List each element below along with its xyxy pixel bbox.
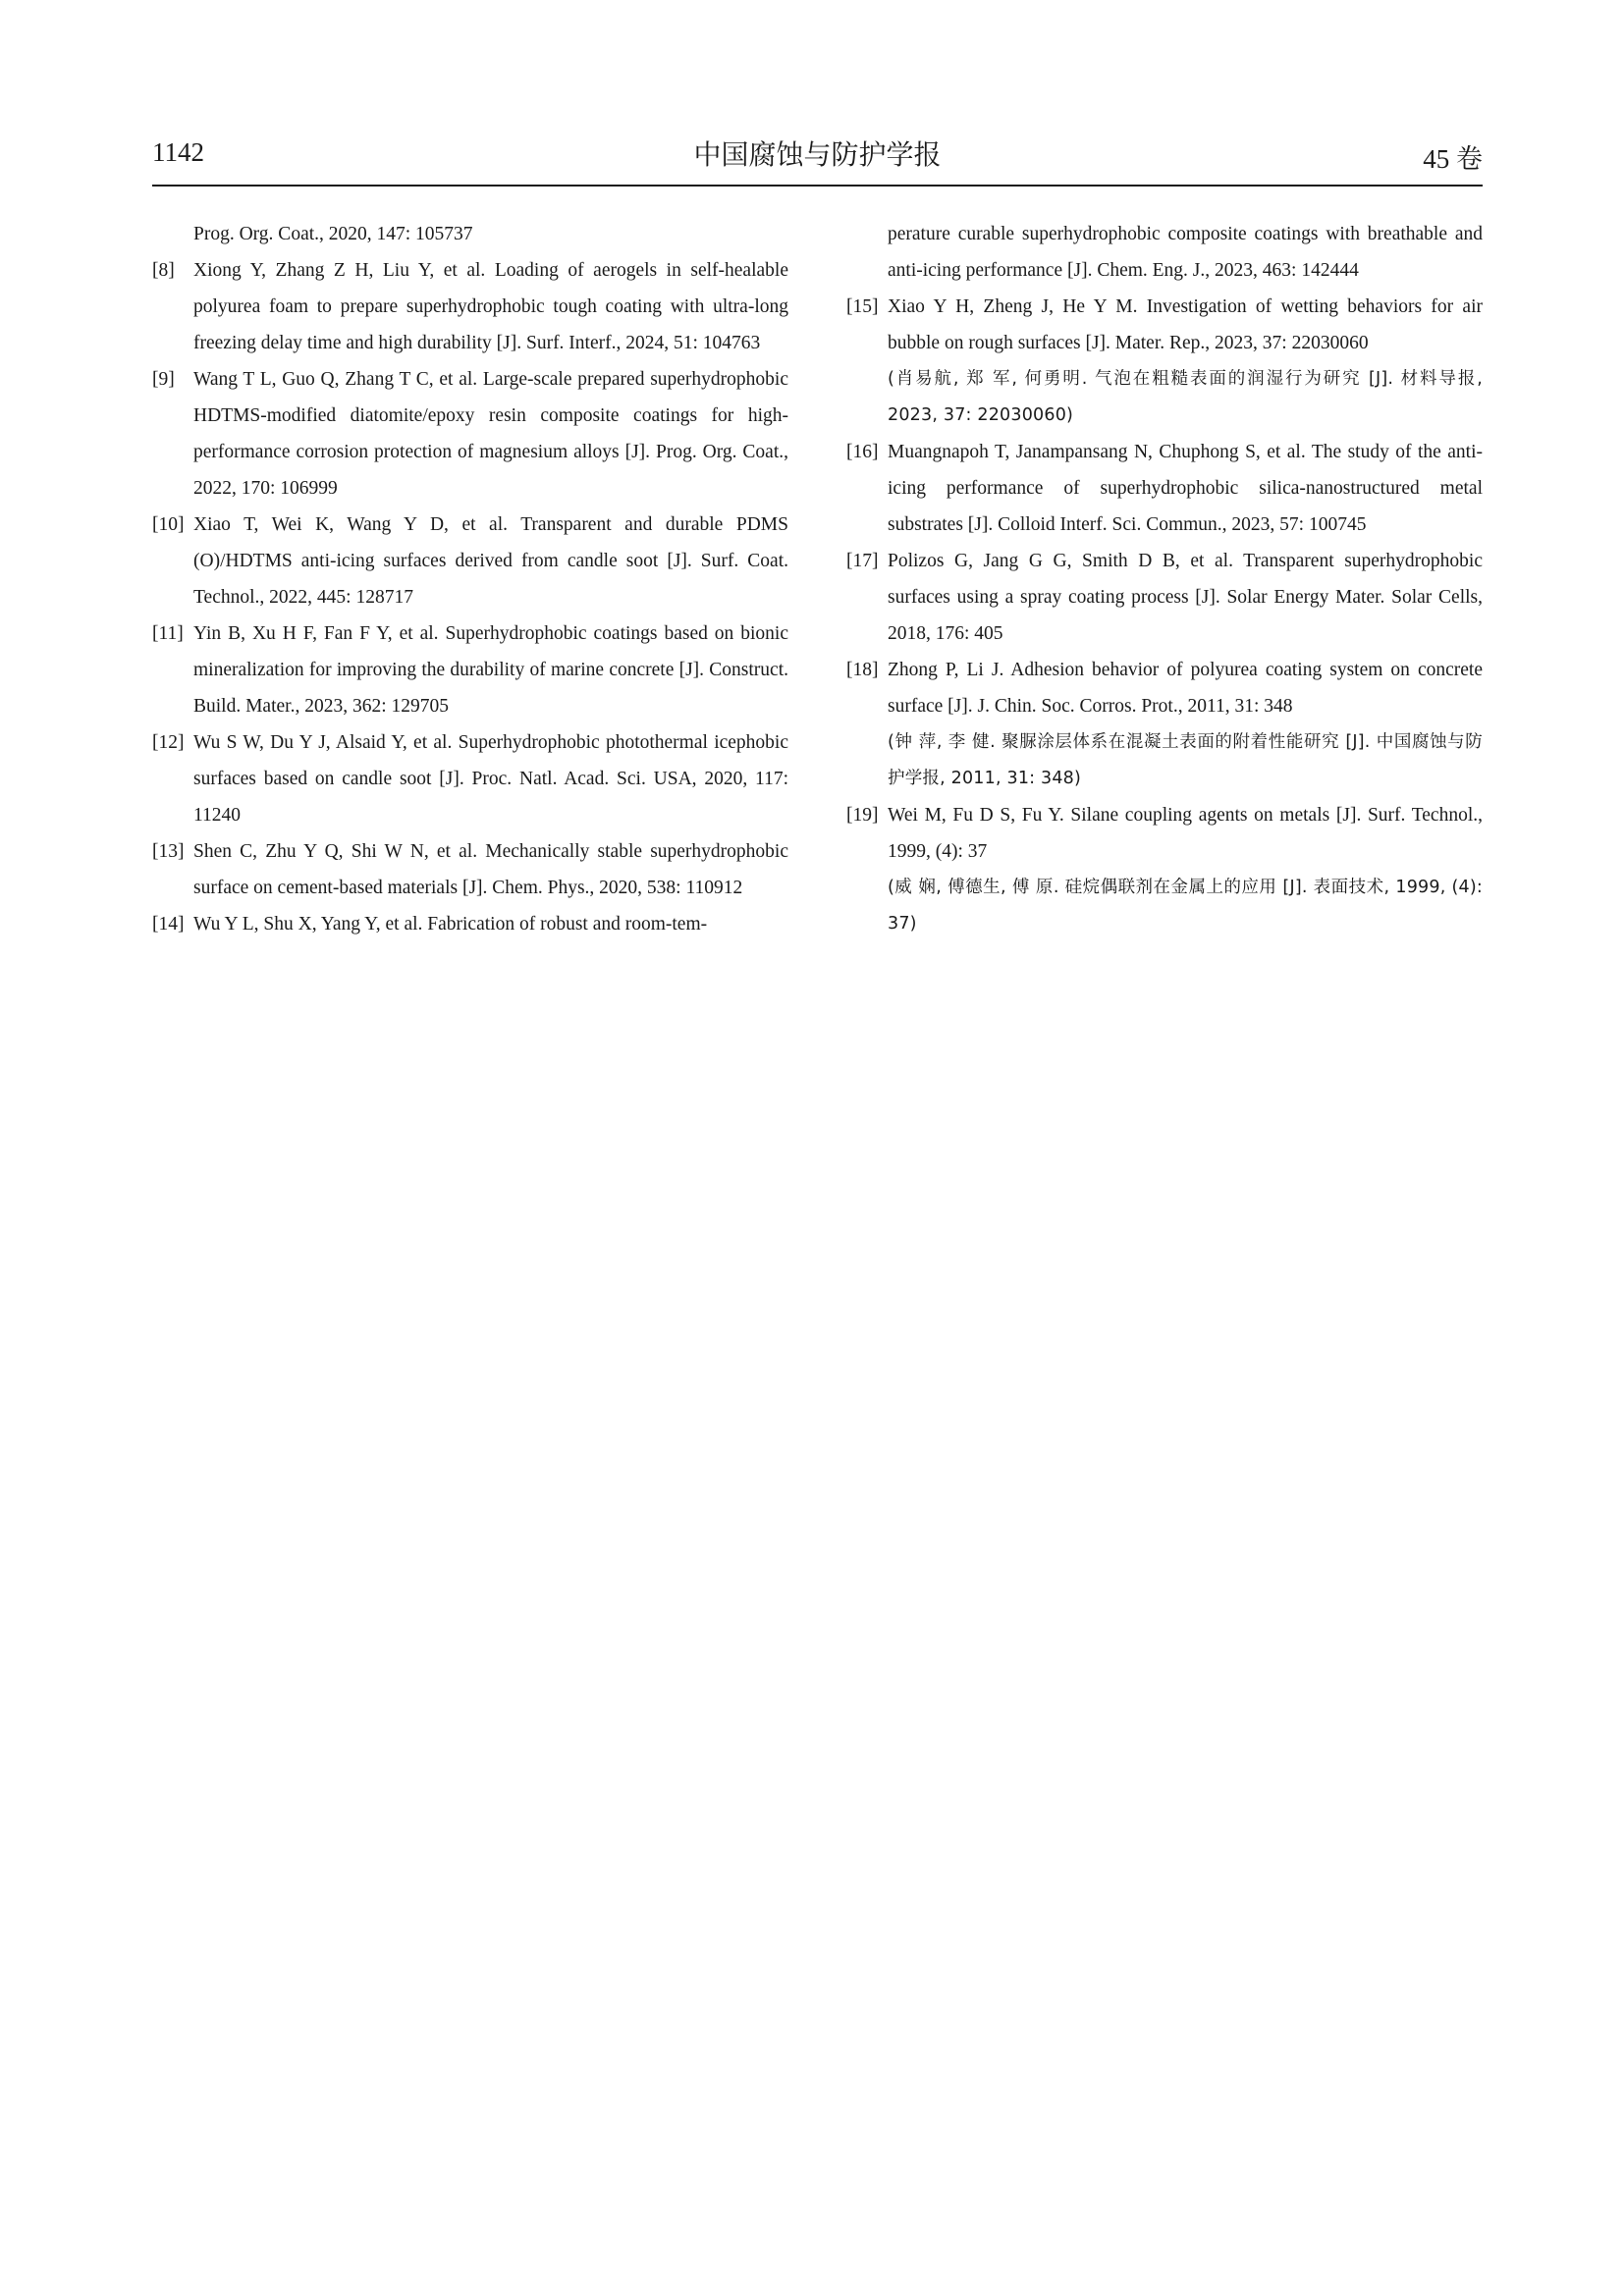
reference-text: Wu S W, Du Y J, Alsaid Y, et al. Superhydrophobic photothermal icephobic surfaces based on candle soot [J]. Proc. Natl. Acad. Sci. USA, 2020, 117: 11240 bbox=[193, 732, 788, 826]
reference-number: [16] bbox=[846, 442, 879, 462]
reference-continuation bbox=[152, 216, 788, 252]
reference-text: Zhong P, Li J. Adhesion behavior of polyurea coating system on concrete surface [J]. J. Chin. Soc. Corros. Prot., 2011, 31: 348 bbox=[888, 660, 1483, 717]
reference-text: Polizos G, Jang G G, Smith D B, et al. Transparent superhydrophobic surfaces using a spray coating process [J]. Solar Energy Mater. Solar Cells, 2018, 176: 405 bbox=[888, 551, 1483, 644]
reference-number: [12] bbox=[152, 732, 185, 753]
reference-item bbox=[846, 652, 1483, 797]
page-number: 1142 bbox=[152, 137, 204, 167]
reference-text: Yin B, Xu H F, Fan F Y, et al. Superhydrophobic coatings based on bionic mineralization for improving the durability of marine concrete [J]. Construct. Build. Mater., 2023, 362: 129705 bbox=[193, 623, 788, 717]
reference-item bbox=[846, 797, 1483, 942]
reference-text: Wu Y L, Shu X, Yang Y, et al. Fabrication of robust and room-tem- bbox=[193, 914, 708, 934]
reference-chinese-translation: (钟 萍, 李 健. 聚脲涂层体系在混凝土表面的附着性能研究 [J]. 中国腐蚀与防护学报, 2011, 31: 348) bbox=[888, 732, 1483, 788]
reference-item bbox=[152, 252, 788, 361]
reference-item bbox=[152, 724, 788, 833]
reference-number: [10] bbox=[152, 514, 185, 535]
reference-continuation bbox=[846, 216, 1483, 289]
reference-number: [8] bbox=[152, 260, 175, 281]
reference-text: Muangnapoh T, Janampansang N, Chuphong S, et al. The study of the anti-icing performance of superhydrophobic silica-nanostructured metal substrates [J]. Colloid Interf. Sci. Commun., 2023, 57: 100745 bbox=[888, 442, 1483, 535]
volume-label: 45 卷 bbox=[1423, 144, 1483, 174]
right-column bbox=[846, 216, 1483, 942]
reference-text: Xiao T, Wei K, Wang Y D, et al. Transparent and durable PDMS (O)/HDTMS anti-icing surfaces derived from candle soot [J]. Surf. Coat. Technol., 2022, 445: 128717 bbox=[193, 514, 788, 608]
reference-number: [14] bbox=[152, 914, 185, 934]
reference-item bbox=[846, 543, 1483, 652]
reference-number: [15] bbox=[846, 296, 879, 317]
reference-text: Xiong Y, Zhang Z H, Liu Y, et al. Loading of aerogels in self-healable polyurea foam to prepare superhydrophobic tough coating with ultra-long freezing delay time and high durability [J]. Surf. Interf., 2024, 51: 104763 bbox=[193, 260, 788, 353]
reference-item bbox=[152, 615, 788, 724]
header-divider bbox=[152, 185, 1483, 187]
reference-number: [9] bbox=[152, 369, 175, 390]
reference-item bbox=[152, 507, 788, 615]
reference-item bbox=[152, 361, 788, 507]
reference-text: Prog. Org. Coat., 2020, 147: 105737 bbox=[193, 224, 473, 244]
reference-text: Wang T L, Guo Q, Zhang T C, et al. Large-scale prepared superhydrophobic HDTMS-modified diatomite/epoxy resin composite coatings for high-performance corrosion protection of magnesium alloys [J]. Prog. Org. Coat., 2022, 170: 106999 bbox=[193, 369, 788, 499]
reference-text: Xiao Y H, Zheng J, He Y M. Investigation of wetting behaviors for air bubble on rough surfaces [J]. Mater. Rep., 2023, 37: 22030060 bbox=[888, 296, 1483, 353]
page-header bbox=[152, 137, 1483, 187]
reference-number: [17] bbox=[846, 551, 879, 571]
reference-number: [11] bbox=[152, 623, 184, 644]
reference-item bbox=[152, 833, 788, 906]
journal-title: 中国腐蚀与防护学报 bbox=[693, 138, 942, 171]
reference-item bbox=[846, 434, 1483, 543]
reference-item bbox=[152, 906, 788, 942]
reference-number: [18] bbox=[846, 660, 879, 680]
reference-number: [13] bbox=[152, 841, 185, 862]
reference-item bbox=[846, 289, 1483, 434]
reference-number: [19] bbox=[846, 805, 879, 826]
reference-text: Wei M, Fu D S, Fu Y. Silane coupling agents on metals [J]. Surf. Technol., 1999, (4): 37 bbox=[888, 805, 1483, 862]
reference-text: perature curable superhydrophobic composite coatings with breathable and anti-icing performance [J]. Chem. Eng. J., 2023, 463: 142444 bbox=[888, 224, 1483, 281]
reference-chinese-translation: (肖易航, 郑 军, 何勇明. 气泡在粗糙表面的润湿行为研究 [J]. 材料导报, 2023, 37: 22030060) bbox=[888, 369, 1483, 425]
reference-text: Shen C, Zhu Y Q, Shi W N, et al. Mechanically stable superhydrophobic surface on cement-based materials [J]. Chem. Phys., 2020, 538: 110912 bbox=[193, 841, 788, 898]
reference-chinese-translation: (威 娴, 傅德生, 傅 原. 硅烷偶联剂在金属上的应用 [J]. 表面技术, 1999, (4): 37) bbox=[888, 878, 1483, 934]
left-column bbox=[152, 216, 788, 942]
